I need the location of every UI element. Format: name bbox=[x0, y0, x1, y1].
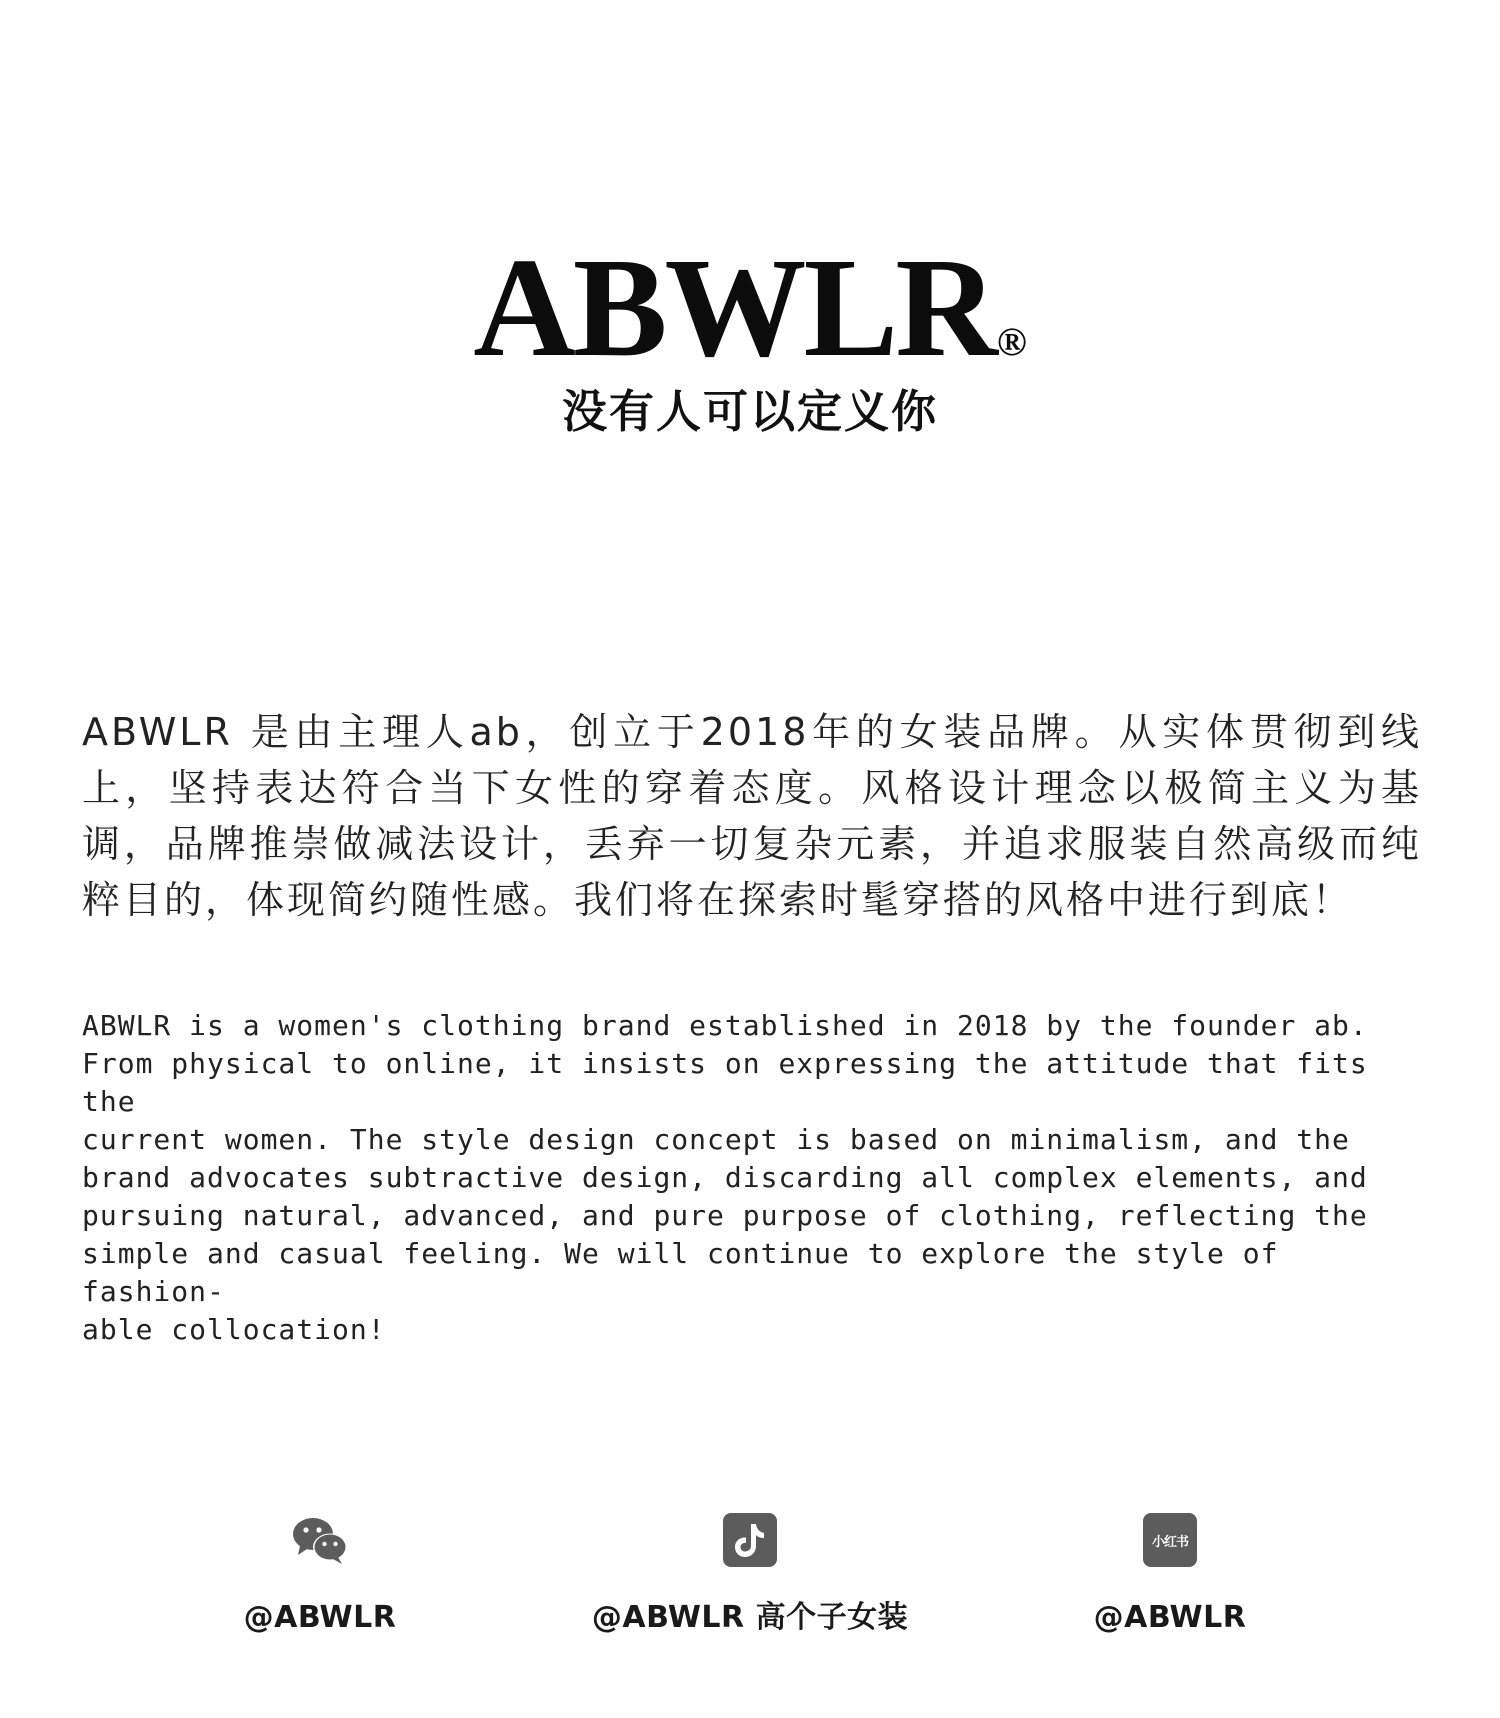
logo-text: ABWLR bbox=[473, 228, 995, 386]
intro-chinese: ABWLR 是由主理人ab，创立于2018年的女装品牌。从实体贯彻到线上，坚持表达符合当下女性的穿着态度。风格设计理念以极简主义为基调，品牌推崇做减法设计，丢弃一切复杂元素，并追求服装自然高级而纯粹目的，体现简约随性感。我们将在探索时髦穿搭的风格中进行到底！ bbox=[82, 710, 1422, 922]
social-links bbox=[0, 1512, 1500, 1635]
registered-mark: ® bbox=[996, 319, 1027, 364]
wechat-icon bbox=[291, 1515, 349, 1565]
social-item-xiaohongshu[interactable] bbox=[970, 1512, 1370, 1636]
social-item-wechat[interactable] bbox=[120, 1512, 520, 1636]
intro-english: ABWLR is a women's clothing brand established in 2018 by the founder ab. From physical to online, it insists on expressing the attitude that fits the current women. The style design concept is based on minimalism, and the brand advocates subtractive design, discarding all complex elements, and pursuing natural, advanced, and pure purpose of clothing, reflecting the simple and casual feeling. We will continue to explore the style of fashion- able collocation! bbox=[82, 1009, 1368, 1346]
wechat-handle: @ABWLR bbox=[243, 1600, 397, 1635]
xiaohongshu-icon-text: 小红书 bbox=[1151, 1534, 1188, 1550]
xiaohongshu-icon bbox=[1143, 1513, 1197, 1567]
brand-slogan: 没有人可以定义你 bbox=[561, 385, 938, 438]
douyin-icon bbox=[723, 1513, 777, 1567]
xiaohongshu-icon-wrap bbox=[970, 1512, 1370, 1568]
social-item-douyin[interactable] bbox=[550, 1512, 950, 1636]
wechat-icon-wrap bbox=[120, 1512, 520, 1568]
xiaohongshu-handle: @ABWLR bbox=[1093, 1600, 1247, 1635]
brand-logo bbox=[0, 228, 1500, 386]
douyin-handle: @ABWLR 高个子女装 bbox=[591, 1600, 909, 1635]
douyin-icon-wrap bbox=[550, 1512, 950, 1568]
